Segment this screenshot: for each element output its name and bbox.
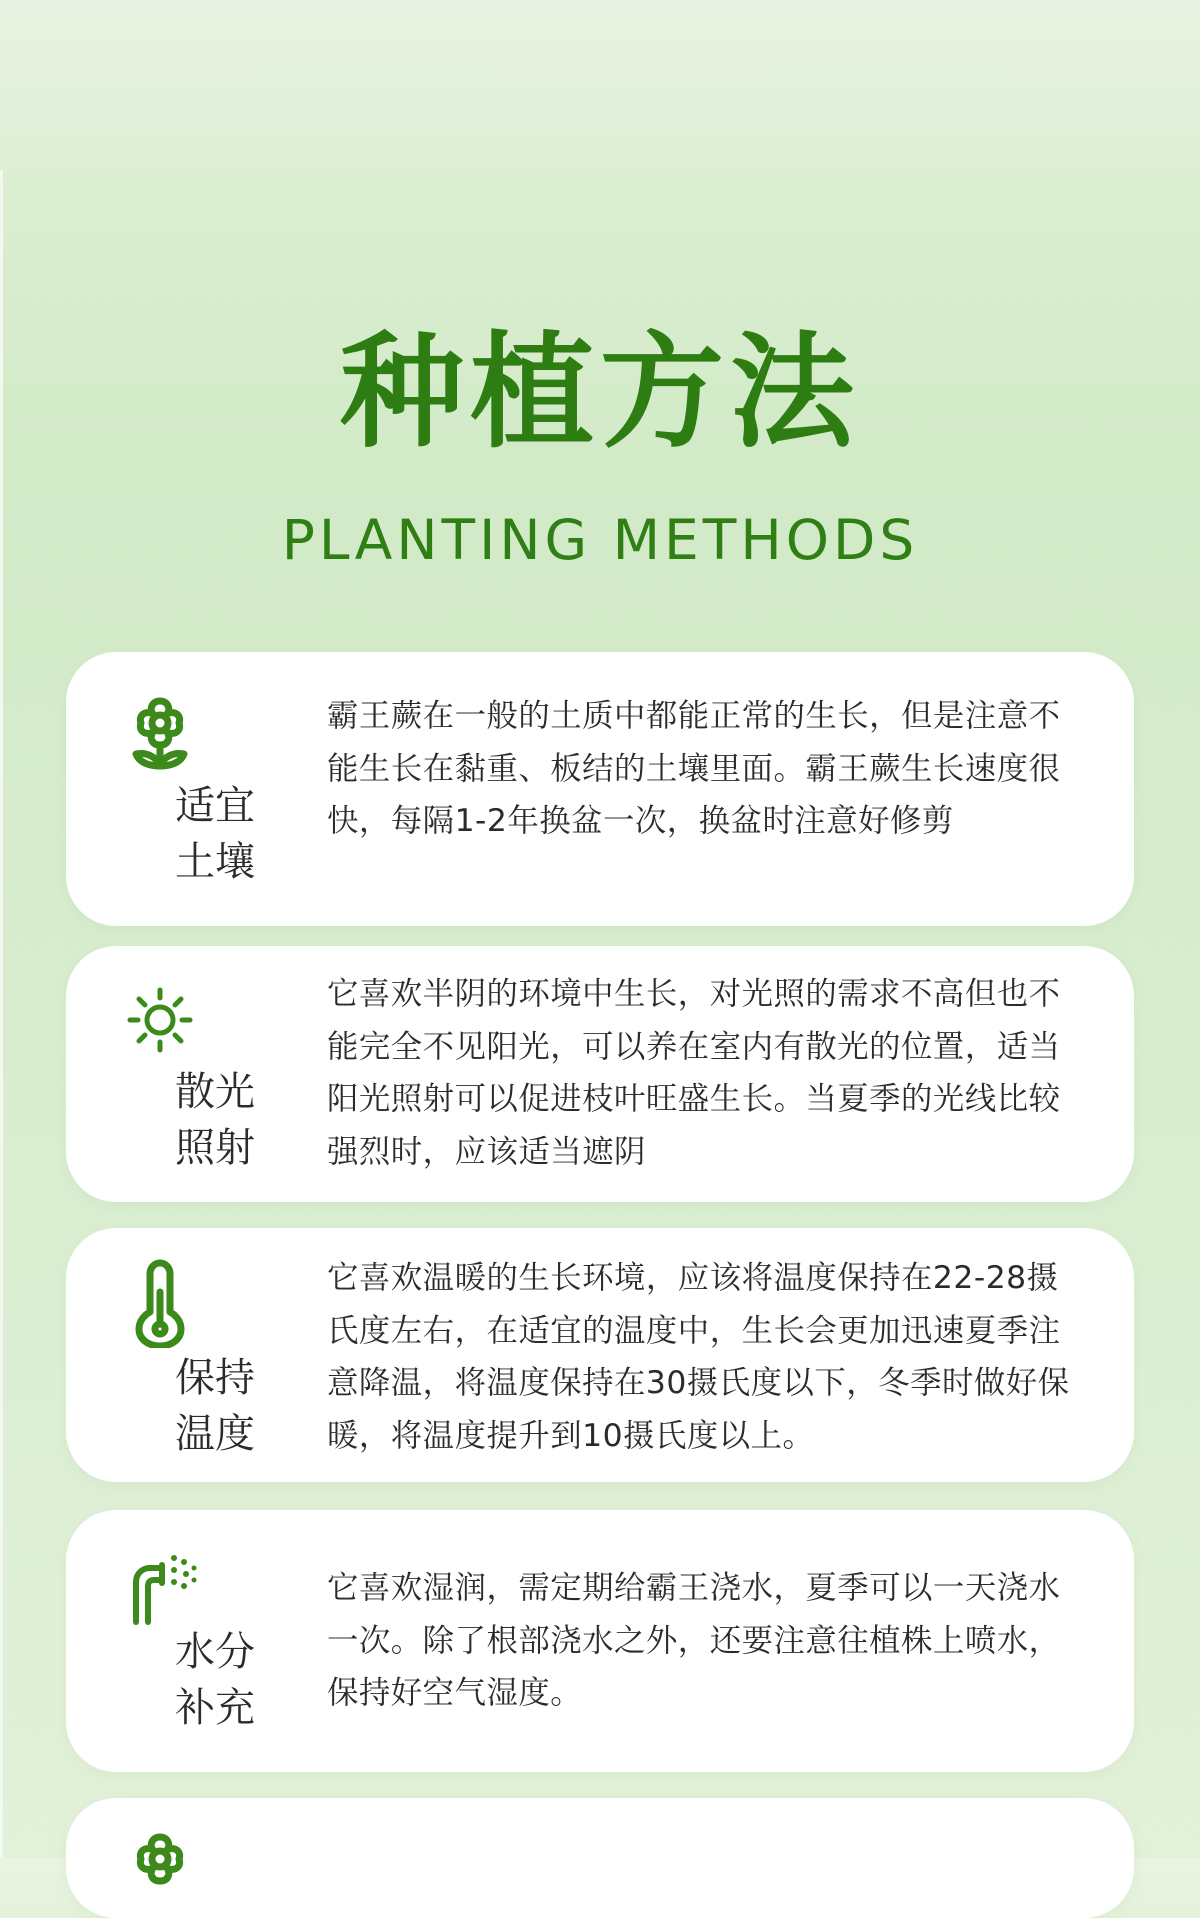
top-band [0,0,1200,170]
card-text-water: 它喜欢湿润，需定期给霸王浇水，夏季可以一天浇水一次。除了根部浇水之外，还要注意往植株上喷水，保持好空气湿度。 [327,1570,1061,1711]
flower-icon [118,1826,202,1910]
sprinkler-icon [118,1548,202,1632]
card-label-line: 照射 [175,1125,255,1171]
card-label-line: 土壤 [175,839,255,885]
card-text-soil: 霸王蕨在一般的土质中都能正常的生长，但是注意不能生长在黏重、板结的土壤里面。霸王蕨生长速度很快，每隔1-2年换盆一次，换盆时注意好修剪 [327,698,1061,839]
card-partial [66,1798,1134,1918]
flower-icon [118,690,202,774]
card-label-line: 温度 [175,1411,255,1457]
card-label-water [160,1624,270,1736]
card-label-line: 水分 [175,1629,255,1675]
thermometer-icon [118,1258,202,1348]
card-label-line: 保持 [175,1355,255,1401]
card-label-temperature [160,1350,270,1462]
card-text-temperature: 它喜欢温暖的生长环境，应该将温度保持在22-28摄氏度左右，在适宜的温度中，生长会更加迅速夏季注意降温，将温度保持在30摄氏度以下，冬季时做好保暖，将温度提升到10摄氏度以上。 [327,1260,1070,1454]
card-label-line: 散光 [175,1069,255,1115]
card-label-light [160,1064,270,1176]
card-text-light: 它喜欢半阴的环境中生长，对光照的需求不高但也不能完全不见阳光，可以养在室内有散光的位置，适当阳光照射可以促进枝叶旺盛生长。当夏季的光线比较强烈时，应该适当遮阴 [327,976,1061,1170]
card-label-soil [160,778,270,890]
card-label-line: 适宜 [175,783,255,829]
page-subtitle: PLANTING METHODS [281,508,919,572]
page-title: 种植方法 [339,321,860,465]
sun-icon [118,978,202,1062]
card-label-line: 补充 [175,1685,255,1731]
